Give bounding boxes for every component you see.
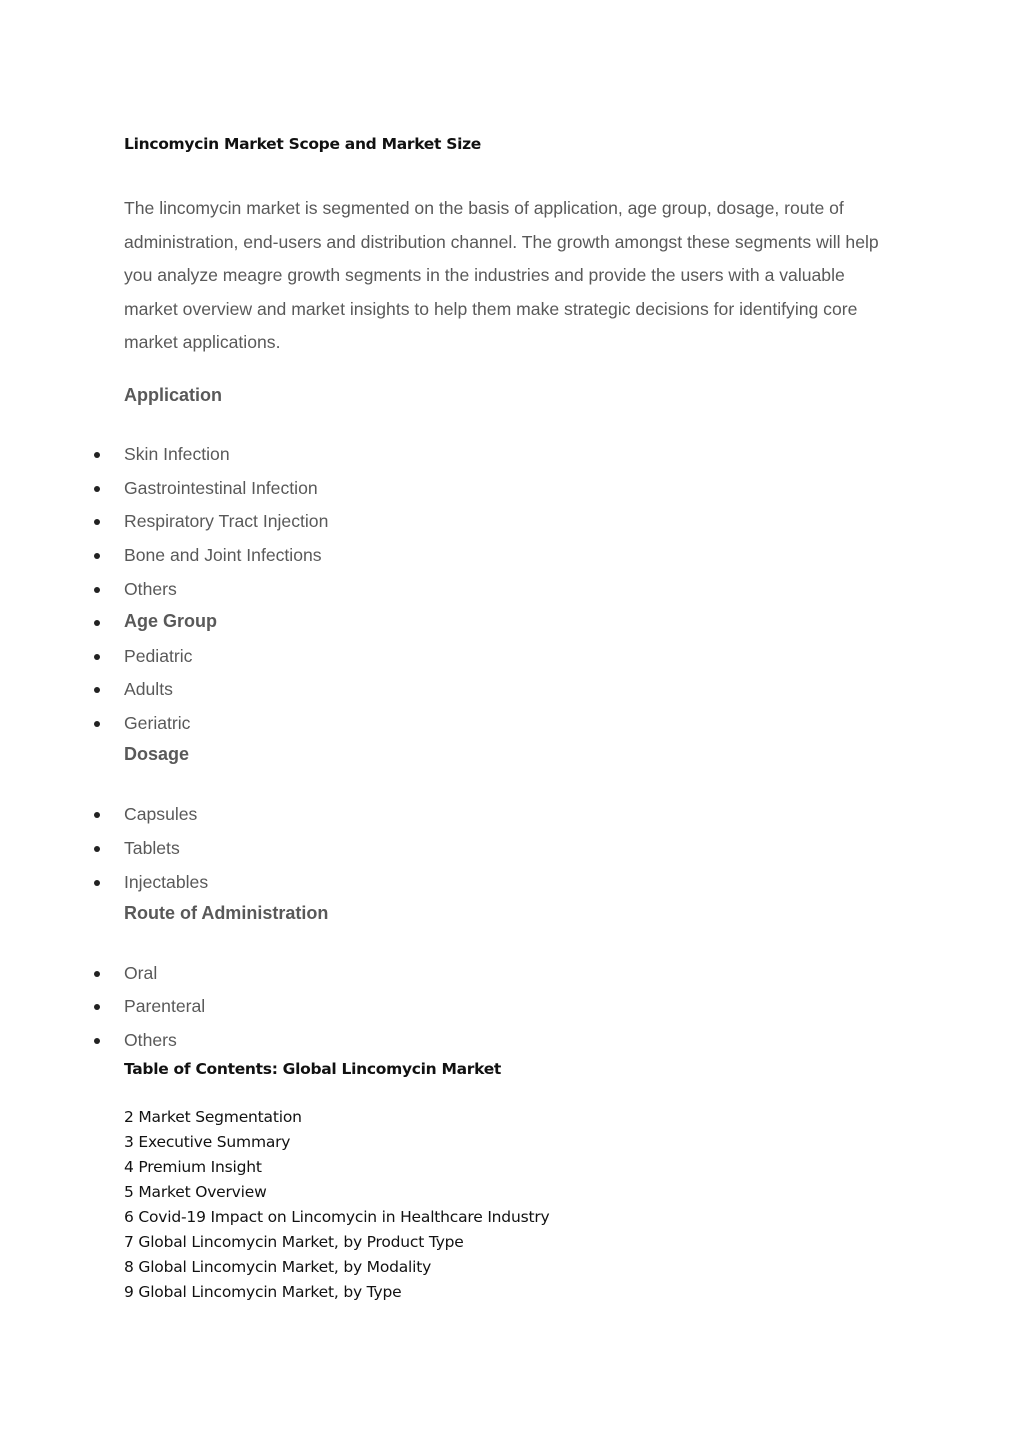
toc-item: 9 Global Lincomycin Market, by Type	[124, 1283, 402, 1301]
bullet-icon	[94, 620, 100, 626]
toc-item: 5 Market Overview	[124, 1183, 267, 1201]
list-item: Respiratory Tract Injection	[124, 511, 329, 531]
bullet-icon	[94, 880, 100, 886]
list-item: Gastrointestinal Infection	[124, 478, 318, 498]
bullet-icon	[94, 486, 100, 492]
bullet-icon	[94, 812, 100, 818]
document-title: Lincomycin Market Scope and Market Size	[124, 135, 482, 153]
list-item: Parenteral	[124, 996, 206, 1016]
intro-line: market overview and market insights to help them make strategic decisions for identifying core	[124, 298, 858, 319]
list-item: Others	[124, 1030, 177, 1050]
toc-item: 2 Market Segmentation	[124, 1108, 302, 1126]
list-item: Pediatric	[124, 646, 193, 666]
bullet-icon	[94, 452, 100, 458]
bullet-icon	[94, 971, 100, 977]
intro-line: administration, end-users and distribution channel. The growth amongst these segments will help	[124, 231, 879, 252]
list-item: Others	[124, 579, 177, 599]
bullet-icon	[94, 687, 100, 693]
bullet-icon	[94, 721, 100, 727]
intro-line: you analyze meagre growth segments in the industries and provide the users with a valuable	[124, 265, 845, 286]
intro-paragraph	[124, 192, 914, 360]
intro-line: The lincomycin market is segmented on the basis of application, age group, dosage, route of	[124, 198, 844, 218]
toc-item: 3 Executive Summary	[124, 1133, 291, 1151]
application-heading: Application	[124, 385, 222, 405]
bullet-icon	[94, 654, 100, 660]
toc-title: Table of Contents: Global Lincomycin Market	[124, 1060, 502, 1078]
age-group-heading: Age Group	[124, 611, 217, 631]
list-item: Skin Infection	[124, 444, 230, 464]
route-heading: Route of Administration	[124, 903, 329, 923]
bullet-icon	[94, 553, 100, 559]
bullet-icon	[94, 846, 100, 852]
toc-item: 7 Global Lincomycin Market, by Product Type	[124, 1233, 464, 1251]
bullet-icon	[94, 587, 100, 593]
toc-item: 6 Covid-19 Impact on Lincomycin in Healthcare Industry	[124, 1208, 550, 1226]
toc-item: 4 Premium Insight	[124, 1158, 262, 1176]
toc-item: 8 Global Lincomycin Market, by Modality	[124, 1258, 432, 1276]
list-item: Capsules	[124, 804, 198, 824]
list-item: Oral	[124, 963, 158, 983]
intro-line: market applications.	[124, 332, 281, 353]
list-item: Geriatric	[124, 713, 191, 733]
list-item: Adults	[124, 679, 173, 699]
bullet-icon	[94, 519, 100, 525]
list-item: Injectables	[124, 872, 209, 892]
list-item: Bone and Joint Infections	[124, 545, 322, 565]
dosage-heading: Dosage	[124, 744, 190, 764]
list-item: Tablets	[124, 838, 180, 858]
bullet-icon	[94, 1038, 100, 1044]
bullet-icon	[94, 1004, 100, 1010]
